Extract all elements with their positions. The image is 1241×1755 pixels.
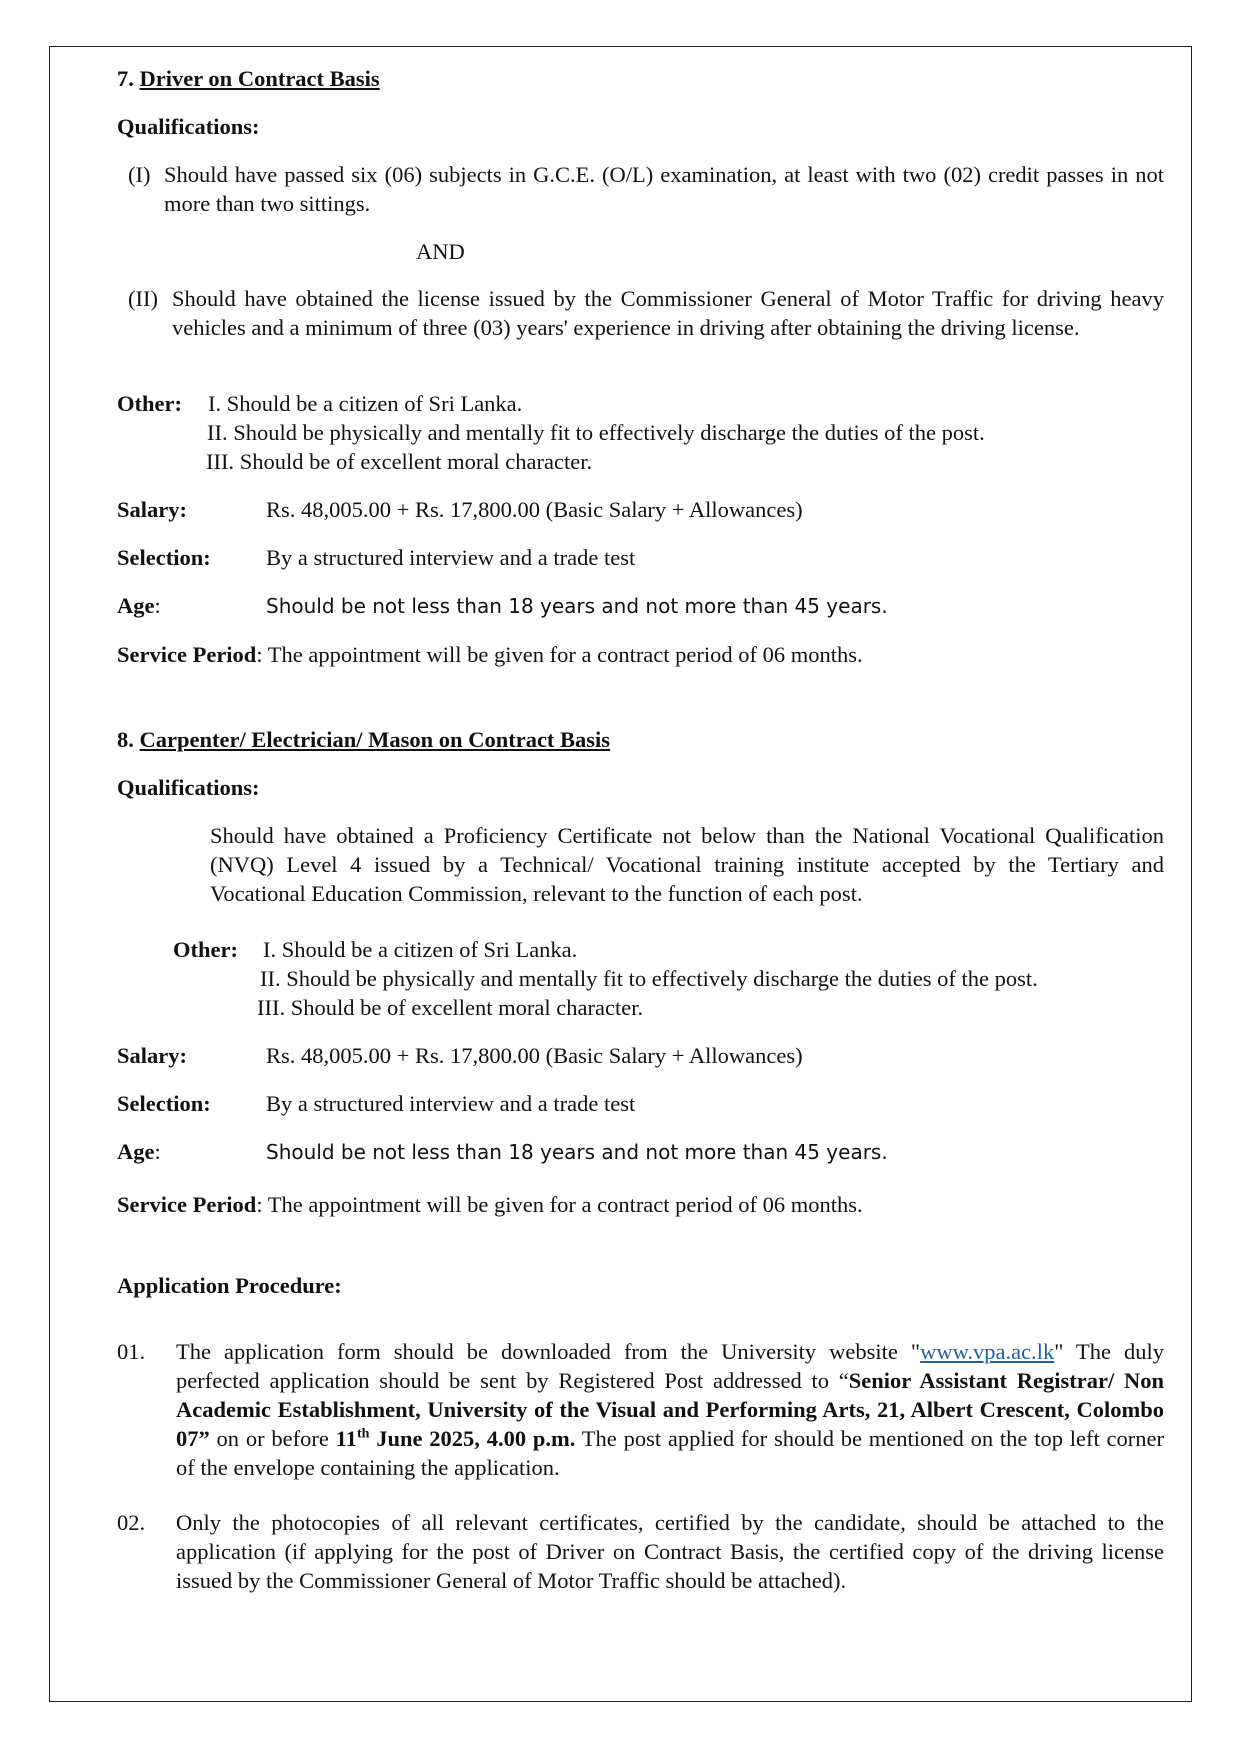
qualification-1: Should have passed six (06) subjects in G.C.E. (O/L) examination, at least with two (02) credit passes in not more than two sittings. [164,162,1164,216]
salary-label: Salary: [117,497,187,522]
qualification-2: Should have obtained the license issued by the Commissioner General of Motor Traffic for driving heavy vehicles and a minimum of three (03) years' experience in driving after obtaining the driving license. [172,286,1164,340]
service-period-row [117,640,863,669]
selection-value: By a structured interview and a trade test [266,1091,636,1116]
service-period-label: Service Period [117,1192,257,1217]
age-row [117,1137,161,1166]
other-label: Other: [173,937,238,962]
postal-address: Senior Assistant Registrar/ Non Academic Establishment, University of the Visual and Performing Arts, 21, Albert Crescent, Colombo 07” [176,1368,1165,1451]
item-number: (I) [128,162,151,187]
qualifications-label: Qualifications: [117,775,260,800]
salary-value: Rs. 48,005.00 + Rs. 17,800.00 (Basic Salary + Allowances) [266,1043,803,1068]
age-label: Age [117,593,155,618]
item-number: (II) [128,286,158,311]
salary-label: Salary: [117,1043,187,1068]
section-7-heading [117,64,380,93]
selection-label: Selection: [117,545,211,570]
application-step-2: Only the photocopies of all relevant certificates, certified by the candidate, should be attached to the application (if applying for the post of Driver on Contract Basis, the certified copy of the driving license issued by the Commissioner General of Motor Traffic should be attached). [176,1510,1164,1593]
item-number: 02. [117,1510,146,1535]
age-row [117,591,161,620]
age-value: Should be not less than 18 years and not more than 45 years. [266,1140,888,1164]
service-period-row [117,1190,863,1219]
service-period-label: Service Period [117,642,257,667]
other-item: I. Should be a citizen of Sri Lanka. [208,391,523,416]
other-item: I. Should be a citizen of Sri Lanka. [263,937,578,962]
other-item: III. Should be of excellent moral character. [206,449,593,474]
section-title: Carpenter/ Electrician/ Mason on Contract Basis [139,727,611,752]
selection-label: Selection: [117,1091,211,1116]
age-colon: : [154,593,161,618]
section-number: 8. [117,727,134,752]
application-step-1: The application form should be downloaded from the University website "www.vpa.ac.lk" The duly perfected application should be sent by Registered Post addressed to “Senior Assistant Registrar/ Non Academic Establishment, University of the Visual and Performing Arts, 21, Albert Crescent, Colombo 07” on or before 11th June 2025, 4.00 p.m. The post applied for should be mentioned on the top left corner of the envelope containing the application. [176,1339,1165,1480]
salary-value: Rs. 48,005.00 + Rs. 17,800.00 (Basic Salary + Allowances) [266,497,803,522]
service-period-value: : The appointment will be given for a contract period of 06 months. [256,642,863,667]
application-procedure-heading: Application Procedure: [117,1273,342,1298]
section-8-heading [117,725,610,754]
age-value: Should be not less than 18 years and not more than 45 years. [266,594,888,618]
qualification-text: Should have obtained a Proficiency Certificate not below than the National Vocational Qualification (NVQ) Level 4 issued by a Technical/ Vocational training institute accepted by the Tertiary and Vocational Education Commission, relevant to the function of each post. [210,823,1164,906]
qualifications-label: Qualifications: [117,114,260,139]
section-number: 7. [117,66,134,91]
selection-value: By a structured interview and a trade test [266,545,636,570]
other-item: II. Should be physically and mentally fit to effectively discharge the duties of the post. [207,420,985,445]
and-separator: AND [416,239,465,264]
other-item: III. Should be of excellent moral character. [257,995,644,1020]
age-colon: : [154,1139,161,1164]
other-item: II. Should be physically and mentally fit to effectively discharge the duties of the post. [260,966,1038,991]
service-period-value: : The appointment will be given for a contract period of 06 months. [256,1192,863,1217]
item-number: 01. [117,1339,146,1364]
university-website-link[interactable]: www.vpa.ac.lk [920,1339,1055,1364]
section-title: Driver on Contract Basis [139,66,380,91]
other-label: Other: [117,391,182,416]
age-label: Age [117,1139,155,1164]
closing-date: 11th June 2025, 4.00 p.m. [335,1426,576,1451]
